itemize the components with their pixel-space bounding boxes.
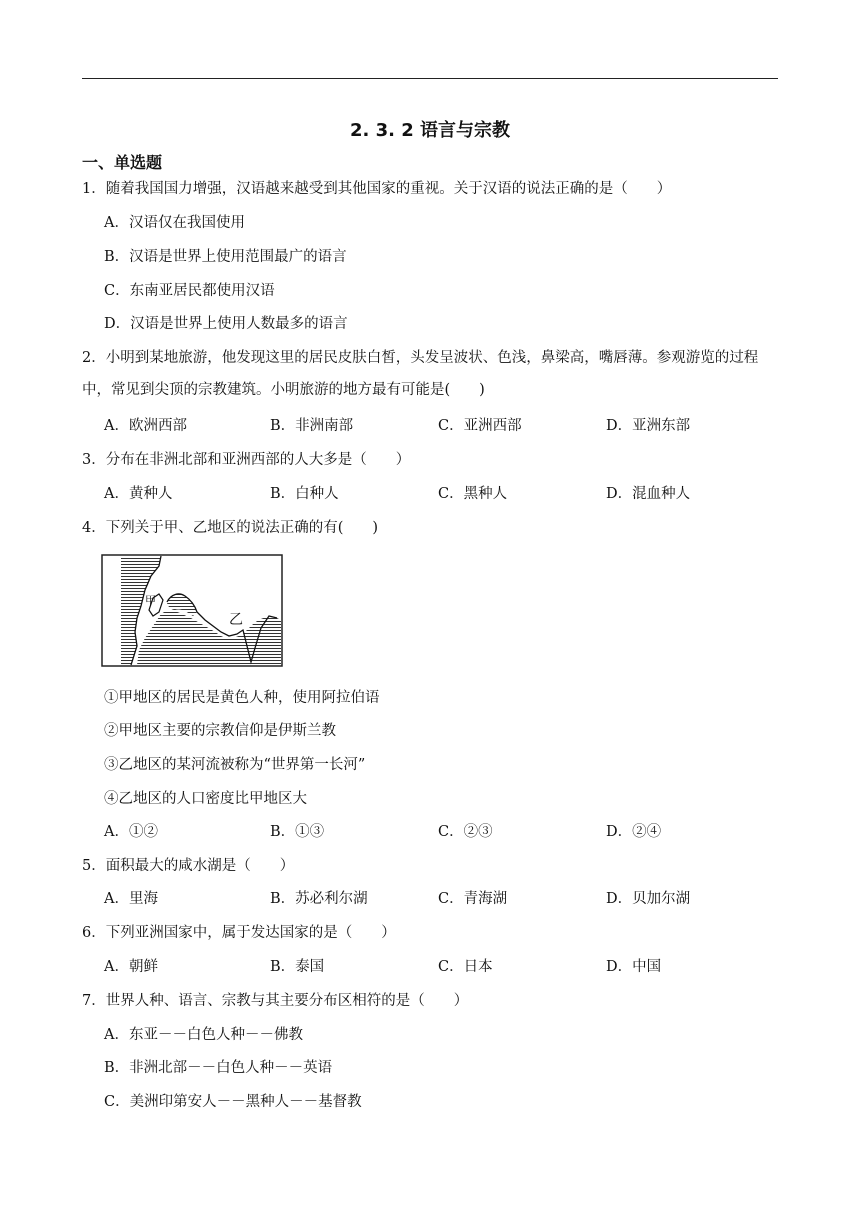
q1-option-b[interactable]: B．汉语是世界上使用范围最广的语言 — [104, 249, 347, 265]
q5-option-a[interactable]: A．里海 — [104, 891, 158, 907]
q6-option-c[interactable]: C．日本 — [438, 959, 493, 975]
region-map — [101, 554, 283, 667]
q5-option-d[interactable]: D．贝加尔湖 — [606, 891, 691, 907]
q4-statement-4: ④乙地区的人口密度比甲地区大 — [104, 791, 307, 807]
map-label-yi: 乙 — [229, 612, 243, 628]
q5-option-c[interactable]: C．青海湖 — [438, 891, 508, 907]
q3-option-c[interactable]: C．黑种人 — [438, 486, 508, 502]
question-4-stem: 4．下列关于甲、乙地区的说法正确的有( ) — [82, 520, 379, 536]
q6-option-b[interactable]: B．泰国 — [270, 959, 325, 975]
q6-option-d[interactable]: D．中国 — [606, 959, 662, 975]
section-heading: 一、单选题 — [82, 153, 163, 172]
q1-option-a[interactable]: A．汉语仅在我国使用 — [104, 215, 245, 231]
q1-option-c[interactable]: C．东南亚居民都使用汉语 — [104, 283, 275, 299]
q3-option-a[interactable]: A．黄种人 — [104, 486, 173, 502]
q1-option-d[interactable]: D．汉语是世界上使用人数最多的语言 — [104, 316, 348, 332]
q3-option-b[interactable]: B．白种人 — [270, 486, 339, 502]
q7-option-b[interactable]: B．非洲北部－－白色人种－－英语 — [104, 1060, 333, 1076]
q4-option-a[interactable]: A．①② — [104, 824, 158, 840]
q5-option-b[interactable]: B．苏必利尔湖 — [270, 891, 368, 907]
q4-option-c[interactable]: C．②③ — [438, 824, 493, 840]
page-title: 2. 3. 2 语言与宗教 — [349, 120, 511, 141]
q2-option-a[interactable]: A．欧洲西部 — [104, 418, 187, 434]
q6-option-a[interactable]: A．朝鲜 — [104, 959, 158, 975]
q4-statement-1: ①甲地区的居民是黄色人种，使用阿拉伯语 — [104, 690, 380, 706]
header-rule — [82, 78, 778, 79]
map-label-jia: 甲 — [145, 594, 156, 607]
q7-option-a[interactable]: A．东亚－－白色人种－－佛教 — [104, 1027, 303, 1043]
q4-option-d[interactable]: D．②④ — [606, 824, 662, 840]
question-7-stem: 7．世界人种、语言、宗教与其主要分布区相符的是（ ） — [82, 993, 469, 1009]
question-6-stem: 6．下列亚洲国家中，属于发达国家的是（ ） — [82, 925, 396, 941]
q2-option-b[interactable]: B．非洲南部 — [270, 418, 354, 434]
question-1-stem: 1．随着我国国力增强，汉语越来越受到其他国家的重视。关于汉语的说法正确的是（ ） — [82, 181, 672, 197]
q4-option-b[interactable]: B．①③ — [270, 824, 325, 840]
q7-option-c[interactable]: C．美洲印第安人－－黑种人－－基督教 — [104, 1094, 362, 1110]
q2-option-d[interactable]: D．亚洲东部 — [606, 418, 691, 434]
q4-statement-2: ②甲地区主要的宗教信仰是伊斯兰教 — [104, 723, 336, 739]
q3-option-d[interactable]: D．混血种人 — [606, 486, 691, 502]
q2-option-c[interactable]: C．亚洲西部 — [438, 418, 522, 434]
question-2-stem: 2．小明到某地旅游，他发现这里的居民皮肤白皙，头发呈波状、色浅，鼻梁高，嘴唇薄。参观游览的过程中，常见到尖顶的宗教建筑。小明旅游的地方最有可能是( ) — [82, 350, 759, 398]
question-5-stem: 5．面积最大的咸水湖是（ ） — [82, 858, 295, 874]
question-3-stem: 3．分布在非洲北部和亚洲西部的人大多是（ ） — [82, 452, 411, 468]
q4-statement-3: ③乙地区的某河流被称为“世界第一长河” — [104, 757, 366, 773]
